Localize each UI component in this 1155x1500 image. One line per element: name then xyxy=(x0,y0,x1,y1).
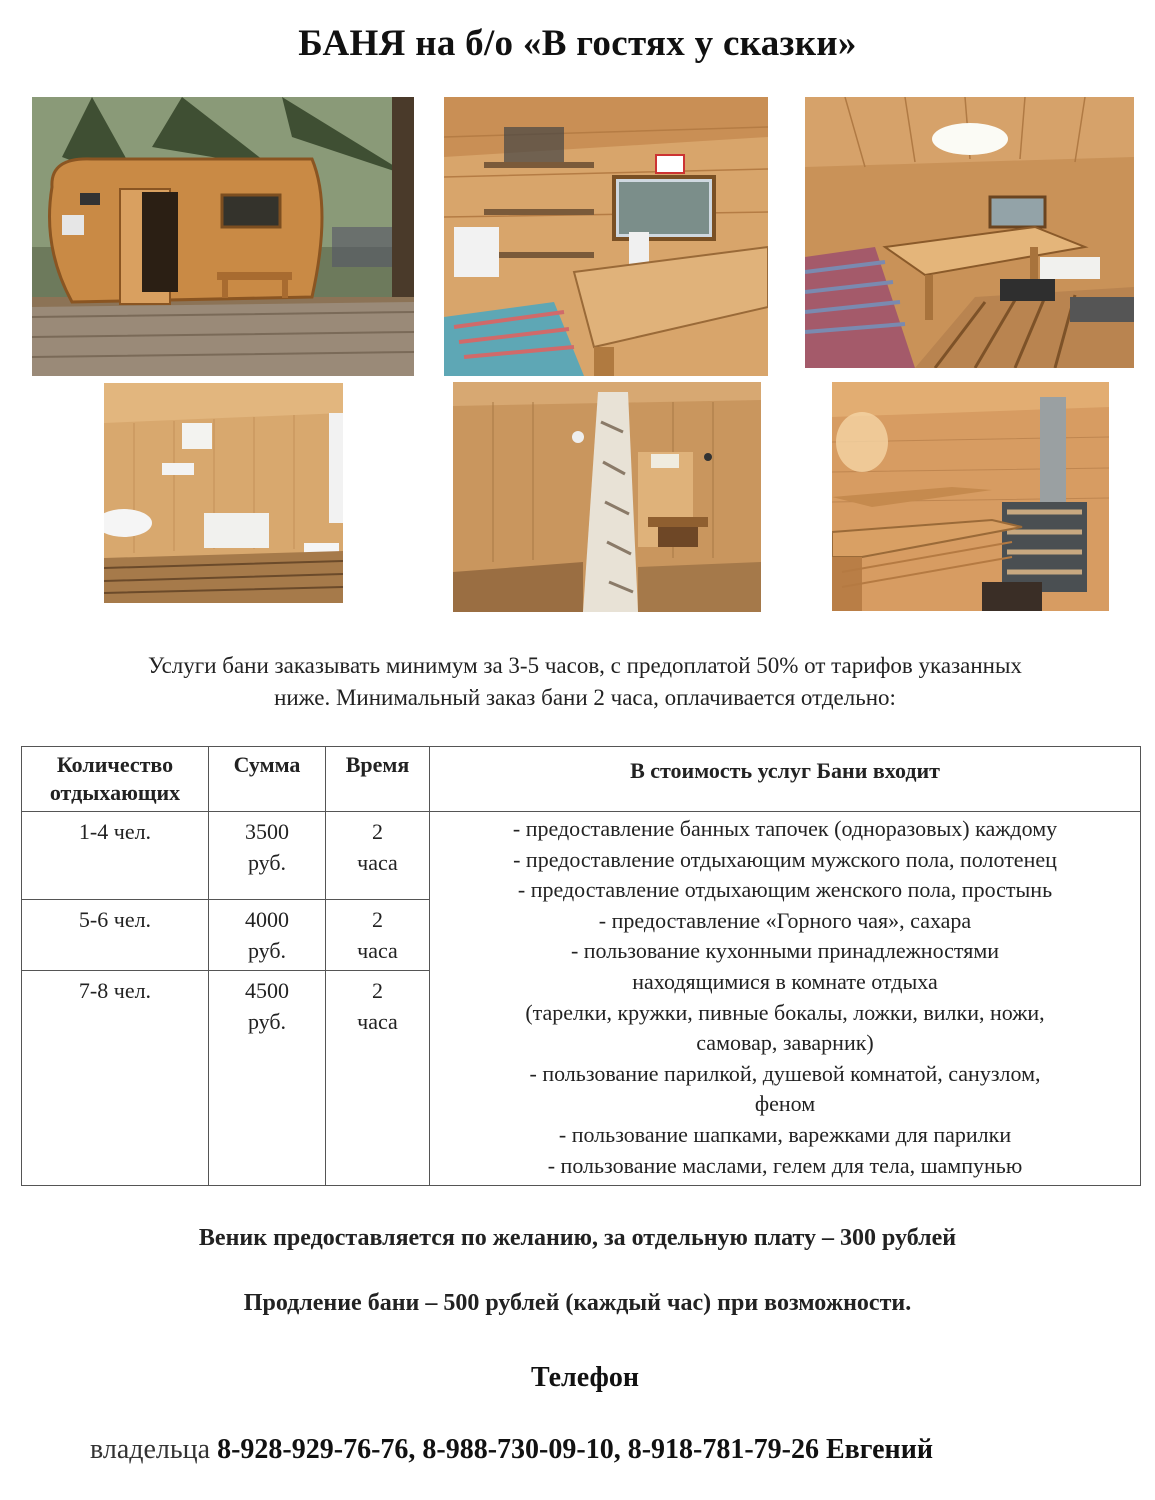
broom-note: Веник предоставляется по желанию, за отдельную плату – 300 рублей xyxy=(198,1225,957,1251)
includes-item: самовар, заварник) xyxy=(696,1030,874,1056)
header-people xyxy=(22,747,209,812)
row-sum-value: 4000 xyxy=(245,907,289,932)
includes-item: - пользование кухонными принадлежностями xyxy=(570,938,1000,964)
includes-item: находящимися в комнате отдыха xyxy=(632,968,938,994)
rest-room-table-photo xyxy=(805,97,1134,368)
includes-item: феном xyxy=(754,1091,816,1117)
shower-room-photo xyxy=(453,382,761,612)
rest-room-kitchen-photo xyxy=(444,97,768,376)
row-people: 7-8 чел. xyxy=(22,971,209,1186)
header-sum: Сумма xyxy=(209,747,326,812)
includes-item: - пользование маслами, гелем для тела, шампунью xyxy=(547,1152,1023,1178)
extension-note: Продление бани – 500 рублей (каждый час) при возможности. xyxy=(243,1290,912,1316)
row-sum-value: 3500 xyxy=(245,819,289,844)
includes-item: - предоставление «Горного чая», сахара xyxy=(598,907,972,933)
row-sum xyxy=(209,971,326,1186)
price-table xyxy=(21,746,1141,1186)
row-people: 1-4 чел. xyxy=(22,812,209,900)
row-time xyxy=(326,812,430,900)
includes-item: - предоставление отдыхающим женского пола, простынь xyxy=(517,877,1053,903)
row-time-unit: часа xyxy=(357,850,398,875)
page-title: БАНЯ на б/о «В гостях у сказки» xyxy=(298,23,857,64)
phone-line xyxy=(90,1434,933,1466)
row-people: 5-6 чел. xyxy=(22,900,209,971)
includes-item: - предоставление банных тапочек (одноразовых) каждому xyxy=(512,816,1058,841)
row-sum-unit: руб. xyxy=(247,850,287,875)
phone-numbers: 8-928-929-76-76, 8-988-730-09-10, 8-918-781-79-26 Евгений xyxy=(217,1434,933,1465)
row-time-value: 2 xyxy=(372,907,383,932)
steam-room-photo xyxy=(832,382,1109,611)
header-people-line-1: Количество xyxy=(56,752,174,777)
row-time-value: 2 xyxy=(372,819,383,844)
phone-owner-label: владельца xyxy=(90,1434,211,1465)
table-header-row xyxy=(22,747,1141,812)
booking-terms-line-1: Услуги бани заказывать минимум за 3-5 часов, с предоплатой 50% от тарифов указанных xyxy=(148,653,1022,678)
header-includes: В стоимость услуг Бани входит xyxy=(430,747,1141,812)
table-row xyxy=(22,812,1141,900)
header-time: Время xyxy=(326,747,430,812)
row-time xyxy=(326,900,430,971)
row-time-value: 2 xyxy=(372,978,383,1003)
header-people-line-2: отдыхающих xyxy=(49,780,181,805)
bathhouse-exterior-photo xyxy=(32,97,414,376)
phone-heading: Телефон xyxy=(530,1362,640,1393)
row-sum-unit: руб. xyxy=(247,938,287,963)
includes-item: - предоставление отдыхающим мужского пола, полотенец xyxy=(513,846,1057,872)
booking-terms-line-2: ниже. Минимальный заказ бани 2 часа, оплачивается отдельно: xyxy=(274,685,896,710)
includes-list xyxy=(430,812,1141,1186)
includes-item: (тарелки, кружки, пивные бокалы, ложки, вилки, ножи, xyxy=(525,999,1045,1025)
row-time xyxy=(326,971,430,1186)
washroom-photo xyxy=(104,383,343,603)
row-sum-value: 4500 xyxy=(245,978,289,1003)
includes-item: - пользование парилкой, душевой комнатой, санузлом, xyxy=(529,1060,1041,1086)
row-sum xyxy=(209,900,326,971)
booking-terms xyxy=(30,650,1140,714)
row-sum xyxy=(209,812,326,900)
includes-item: - пользование шапками, варежками для парилки xyxy=(558,1121,1012,1147)
row-sum-unit: руб. xyxy=(247,1009,287,1034)
row-time-unit: часа xyxy=(357,1009,398,1034)
row-time-unit: часа xyxy=(357,938,398,963)
